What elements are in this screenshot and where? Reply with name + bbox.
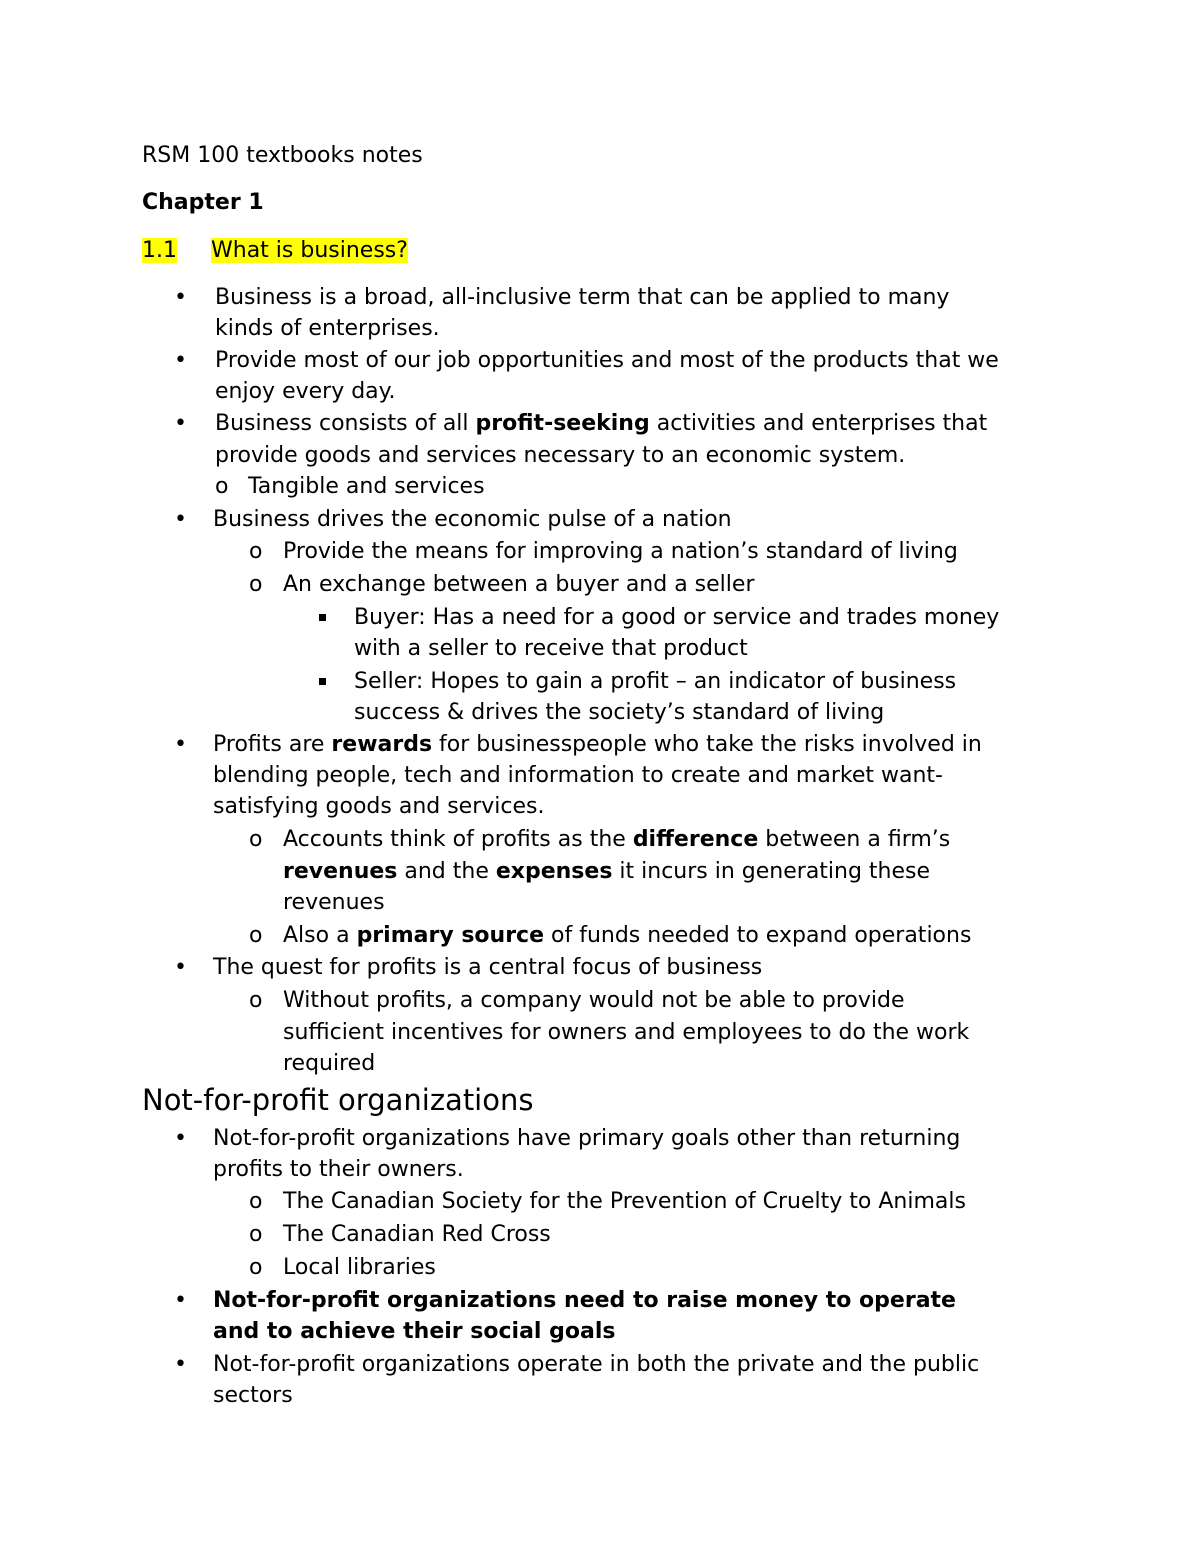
text-run: of funds needed to expand operations [544, 923, 972, 948]
list-item-text: Business drives the economic pulse of a nation [213, 507, 732, 532]
list-item-text: Not-for-profit organizations have primary goals other than returning [213, 1126, 961, 1151]
bullet-marker: • [174, 411, 187, 436]
sublist-item-text: revenues [283, 890, 385, 915]
bullet-marker: • [174, 507, 187, 532]
section-title: What is business? [211, 238, 408, 263]
bullet-marker: • [174, 1126, 187, 1151]
list-item-text: Provide most of our job opportunities and most of the products that we [215, 348, 999, 373]
document-title: RSM 100 textbooks notes [142, 143, 423, 168]
list-item-text: kinds of enterprises. [215, 316, 440, 341]
list-item-text: sectors [213, 1383, 293, 1408]
sublist-item-text [283, 920, 971, 951]
list-item-text: provide goods and services necessary to an economic system. [215, 443, 906, 468]
section-heading [142, 235, 408, 266]
emphasis-text: difference [632, 827, 759, 852]
list-item-text-bold: Not-for-profit organizations need to raise money to operate [213, 1288, 956, 1313]
bullet-marker: • [174, 285, 187, 310]
circle-marker: o [249, 1255, 263, 1280]
sublist-item-text [283, 856, 930, 887]
list-item-text: Business is a broad, all-inclusive term that can be applied to many [215, 285, 950, 310]
sublist-item-text: Without profits, a company would not be able to provide [283, 988, 905, 1013]
sublist-item-text: The Canadian Red Cross [283, 1222, 551, 1247]
bullet-marker: • [174, 348, 187, 373]
list-item-text-bold: and to achieve their social goals [213, 1319, 616, 1344]
list-item-text: enjoy every day. [215, 379, 396, 404]
square-bullet-icon [319, 614, 326, 621]
bullet-marker: • [174, 955, 187, 980]
text-run: between a firm’s [758, 827, 951, 852]
sublist-item-text: The Canadian Society for the Prevention of Cruelty to Animals [283, 1189, 966, 1214]
emphasis-text: expenses [495, 859, 613, 884]
text-run: it incurs in generating these [612, 859, 931, 884]
list-item-text: blending people, tech and information to create and market want- [213, 763, 943, 788]
sublist-item-text: required [283, 1051, 376, 1076]
sublist-item-text: Provide the means for improving a nation’s standard of living [283, 539, 958, 564]
circle-marker: o [215, 474, 229, 499]
bullet-marker: • [174, 1288, 187, 1313]
emphasis-text: revenues [283, 859, 398, 884]
emphasis-text: rewards [331, 732, 433, 757]
sublist-item-text: An exchange between a buyer and a seller [283, 572, 755, 597]
text-run: activities and enterprises that [649, 411, 988, 436]
text-run: for businesspeople who take the risks involved in [432, 732, 982, 757]
text-run: and the [397, 859, 496, 884]
text-run: Also a [283, 923, 357, 948]
text-run: Profits are [213, 732, 332, 757]
bullet-marker: • [174, 732, 187, 757]
circle-marker: o [249, 988, 263, 1013]
list-item-text: Not-for-profit organizations operate in both the private and the public [213, 1352, 980, 1377]
list-item-text [213, 729, 982, 760]
circle-marker: o [249, 923, 263, 948]
section-number: 1.1 [142, 238, 177, 263]
bullet-marker: • [174, 1352, 187, 1377]
sublist-item-text: Local libraries [283, 1255, 436, 1280]
list-item-text [215, 408, 987, 439]
subsublist-item-text: success & drives the society’s standard of living [354, 700, 885, 725]
list-item-text: profits to their owners. [213, 1157, 464, 1182]
sublist-item-text: Tangible and services [248, 474, 485, 499]
text-run: Business consists of all [215, 411, 476, 436]
text-run: Accounts think of profits as the [283, 827, 633, 852]
list-item-text: The quest for profits is a central focus of business [213, 955, 763, 980]
chapter-heading: Chapter 1 [142, 190, 264, 215]
subsublist-item-text: Buyer: Has a need for a good or service and trades money [354, 605, 1000, 630]
circle-marker: o [249, 1222, 263, 1247]
sublist-item-text [283, 824, 950, 855]
circle-marker: o [249, 572, 263, 597]
section-heading-nfp: Not-for-profit organizations [142, 1083, 534, 1117]
list-item-text: satisfying goods and services. [213, 794, 545, 819]
circle-marker: o [249, 1189, 263, 1214]
square-bullet-icon [319, 678, 326, 685]
circle-marker: o [249, 827, 263, 852]
emphasis-text: profit-seeking [475, 411, 650, 436]
circle-marker: o [249, 539, 263, 564]
subsublist-item-text: with a seller to receive that product [354, 636, 748, 661]
sublist-item-text: sufficient incentives for owners and employees to do the work [283, 1020, 970, 1045]
emphasis-text: primary source [356, 923, 545, 948]
subsublist-item-text: Seller: Hopes to gain a profit – an indicator of business [354, 669, 957, 694]
